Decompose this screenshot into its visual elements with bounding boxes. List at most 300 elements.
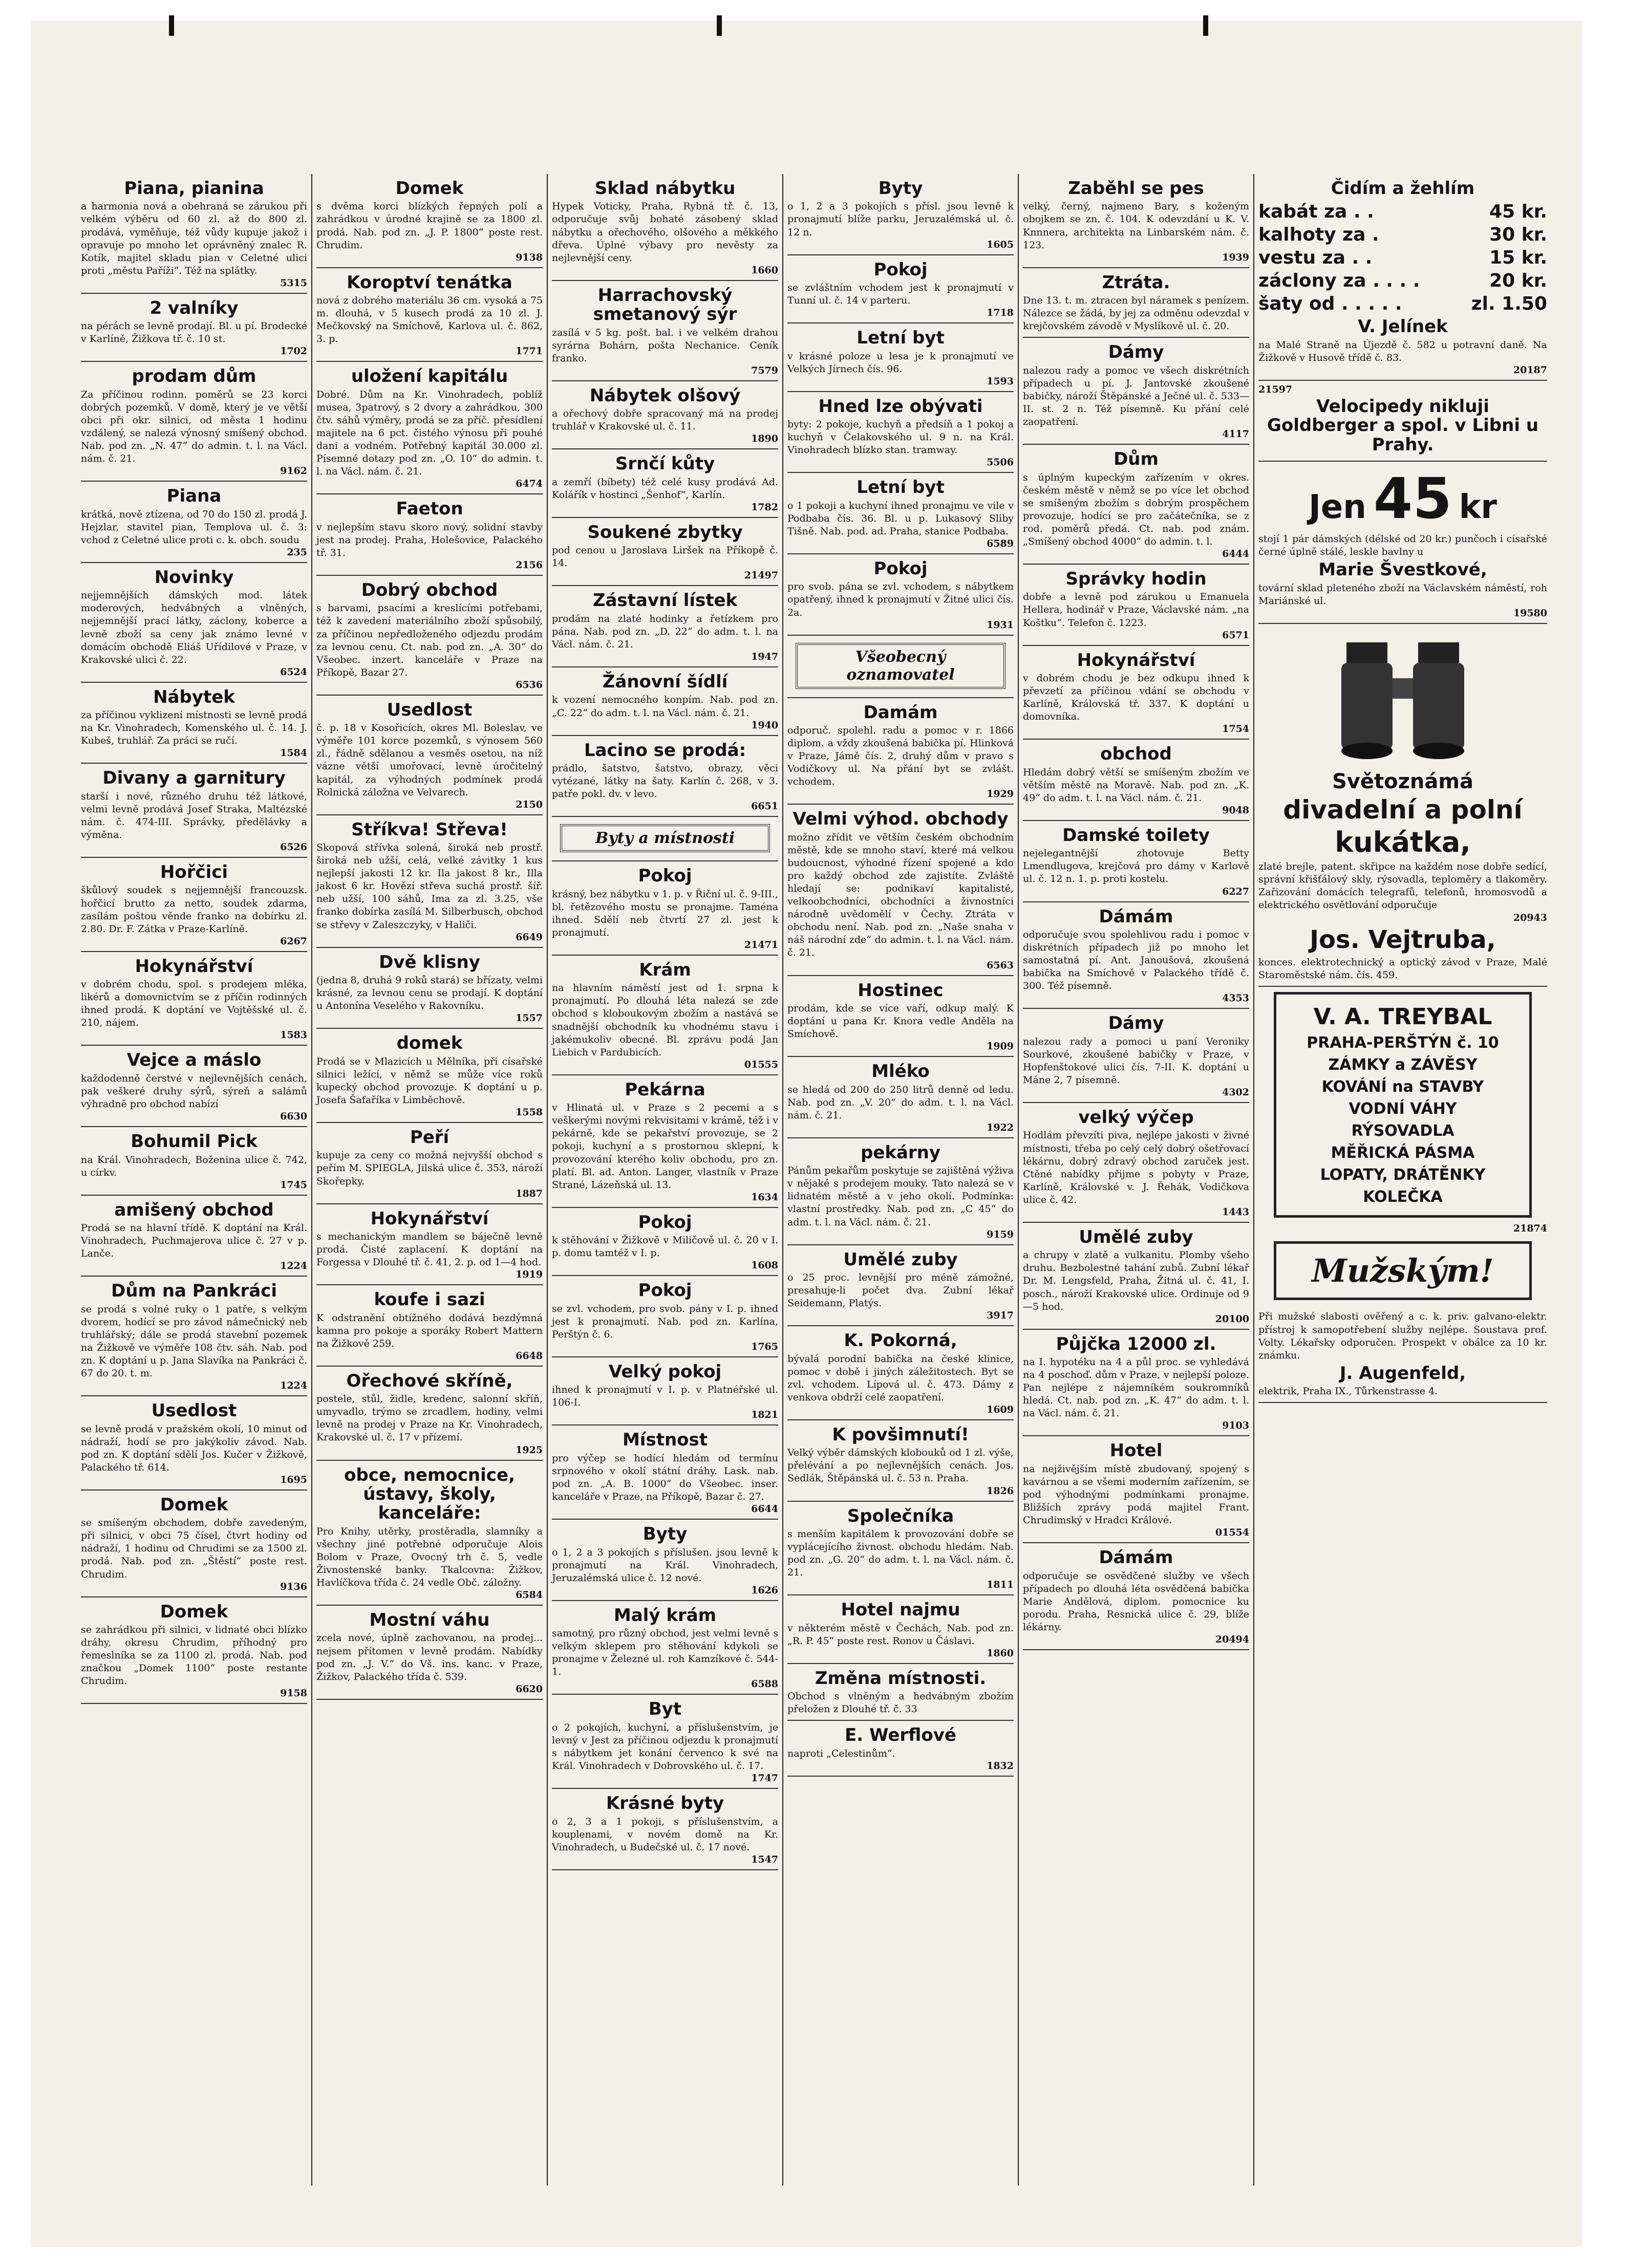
classified-ad [81,1277,307,1396]
ad-number: 1821 [751,1409,778,1421]
ad-headline: Krásné byty [606,1793,724,1814]
ad-headline: Umělé zuby [1079,1226,1193,1247]
ad-headline: Krám [639,959,691,980]
ad-number: 1782 [751,501,778,513]
ad-headline: Pokoj [873,259,928,280]
ad-headline: Hostinec [858,980,944,1001]
price-45: 45 [1373,466,1452,532]
column-1 [77,174,312,2186]
price-value: 30 kr. [1489,224,1547,246]
ad-headline: Mléko [871,1061,930,1082]
ad-headline: Piana, pianina [124,178,264,199]
ad-headline: uložení kapitálu [351,366,508,387]
ad-headline: Peří [410,1127,450,1148]
ad-headline: Stříkva! Střeva! [351,819,508,840]
classified-ad [552,1789,778,1870]
ad-headline: velký výčep [1078,1107,1194,1128]
ad-body: zcela nové, úplně zachovanou, na prodej... nejsem přítomen v levně prodám. Nabídky pod zn. „J. V.“ do Vš. ins. kanc. v Praze, Žižkov, Palackého třída č. 539. [316,1632,543,1682]
ad-body: starší i nové, různého druhu též látkové, velmi levně prodává Josef Straka, Maltézské nám. č. 474-III. Správky, předělávky a výměna. [81,790,307,840]
ad-headline: Usedlost [387,699,473,720]
classified-ad [787,473,1014,554]
ad-headline: prodam dům [132,366,256,387]
ad-body: s úplným kupeckým zařízením v okres. českém městě v němž se po více let obchod se smíšeným zbožím s dobrým prospěchem provozuje, hodící se pro začátečníka, se z rod. poměrů předá. Ct. nab. pod znám. „Smíšený obchod 4000“ do admin. t. l. [1023,471,1249,547]
ad-number: 3917 [987,1310,1014,1322]
svestkova-ad [1258,462,1547,624]
classified-ad [552,1357,778,1426]
classified-ad [552,817,778,861]
jen-45-kr-headline [1258,468,1547,530]
section-banner: Byty a místnosti [560,824,770,852]
ad-headline: Damám [863,702,938,723]
ad-number: 5315 [280,277,307,289]
ad-headline: Letní byt [857,328,945,349]
ad-headline: Bohumil Pick [131,1131,258,1152]
ad-headline: K povšimnutí! [832,1424,969,1445]
classified-ad [316,696,543,815]
classified-ad [552,586,778,667]
classified-ad [552,1601,778,1695]
ad-body: s mechanickým mandlem se báječně levně prodá. Čisté zaplacení. K doptání na Forgessa v Dlouhé tř. č. 41, 2. p. od 1—4 hod. [316,1230,543,1268]
ad-number: 21497 [744,570,778,581]
ad-headline: Soukené zbytky [587,522,743,543]
ad-number: 1860 [987,1647,1014,1659]
classified-ad [81,952,307,1046]
classified-ad [787,1138,1014,1245]
ad-body: o 2 pokojích, kuchyní, a příslušenstvím, je levný v Jest za příčinou odjezdu k pronajmutí s nábytkem jet konání červenco k své na Král. Vinohradech v Dobrovského ul. č. 17. [552,1721,778,1772]
ad-number: 6536 [516,679,543,690]
ad-body: Pánům pekařům poskytuje se zajištěná výživa v nějaké s prodejem mouky. Tato nalezá se v lidnatém městě a v jeho okolí. Podmínka: vlastní prostředky. Nab. pod zn. „C 45“ do adm. t. l. na Václ. nám. č. 21. [787,1165,1014,1228]
ad-number: 1832 [987,1760,1014,1772]
cidim-ad [1258,174,1547,381]
ad-number: 1626 [751,1584,778,1596]
ad-body: K odstranění obtížného dodává bezdýmná kamna pro pokoje a sporáky Robert Mattern na Žižkově 259. [316,1312,543,1349]
ad-headline: Společníka [847,1505,954,1526]
ad-number: 1584 [280,747,307,759]
ad-headline: Malý krám [613,1605,717,1626]
ad-body: Obchod s vlněným a hedvábným zbožím přeložen z Dlouhé tř. č. 33 [787,1691,1014,1715]
ad-body: bývalá porodní babička na české klinice, pomoc v době i jiných záležitostech. Byt se zvl. vchodem. Lípová ul. č. 473. Dámy z venkova obdrží celé zaopatření. [787,1353,1014,1403]
ad-headline: Pokoj [638,1280,692,1301]
ad-headline: obchod [1100,744,1172,765]
ad-number: 1765 [751,1341,778,1352]
velocipedy-title: Velocipedy nikluji Goldberger a spol. v Libni u Prahy. [1267,396,1539,455]
ad-body: odporučuje svou spolehlivou radu i pomoc v diskrétních případech již po mnoho let samostatná pí. Ant. Janoušová, zkoušená babička na Smíchově v Palackého třídě č. 300. Též písemně. [1023,928,1249,992]
ad-body: se zvláštním vchodem jest k pronajmutí v Tunní ul. č. 14 v parteru. [787,282,1014,307]
price-value: 45 kr. [1489,201,1547,223]
price-value: zl. 1.50 [1471,293,1547,315]
treybal-item: MĚŘICKÁ PÁSMA [1331,1144,1475,1162]
classified-ad [552,1425,778,1520]
ad-body: nejelegantnější zhotovuje Betty Lmendlugova, krejčová pro dámy v Karlově ul. č. 12 n. 1. p. proti kostelu. [1023,848,1249,885]
classified-ad [81,858,307,952]
ad-headline: Hořčici [160,862,228,883]
classified-ad [1023,174,1249,268]
scan-mark [1203,15,1208,36]
ad-body: o 1, 2 a 3 pokojích s přísl. jsou levně k pronajmutí blíže parku, Jeruzalémská ul. č. 12 n. [787,201,1014,238]
ad-body: možno zřídit ve větším českém obchodním městě, kde se mnoho staví, které má velkou budoucnost, výhodné řízení spojené a kdo pro každý obchod zde zajistíte. Zvláště hledají se: podnikaví kapitalisté, velkoobchodníci, obchodníci a živnostníci národně uvědomělí v Čechy. Ztráta v obchodu není. Nab. pod zn. „Naše snaha v náš národní zde“ do admin. t. l. na Václ. nám. č. 21. [787,831,1014,959]
ad-number: 6444 [1222,548,1249,559]
ad-number: 9103 [1222,1420,1249,1432]
ad-headline: Vejce a máslo [126,1050,262,1071]
ad-number: 9136 [280,1581,307,1592]
scan-mark [169,15,174,36]
classified-ad [316,362,543,494]
ad-number: 20100 [1215,1313,1249,1325]
classified-ad [552,667,778,736]
classified-ad [316,1461,543,1606]
classified-ad [552,381,778,450]
ad-number: 235 [287,546,307,558]
ad-body: naproti „Celestinům“. [787,1747,895,1759]
ad-number: 1931 [987,619,1014,631]
classified-ad [1023,565,1249,646]
ad-number: 1634 [751,1191,778,1203]
ad-number: 1608 [751,1260,778,1271]
classified-ad [1023,902,1249,1009]
advertisement-columns [77,174,1551,2186]
treybal-item: KOLEČKA [1363,1188,1443,1206]
ad-headline: Dům na Pankráci [111,1281,277,1302]
classified-ad [787,554,1014,636]
ad-body: a ořechový dobře spracovaný má na prodej truhlář v Krakovské ul. č. 11. [552,408,778,433]
classified-ad [316,1123,543,1204]
classified-ad [81,174,307,294]
ad-number: 1826 [987,1485,1014,1497]
ad-body: č. p. 18 v Kosořicích, okres Ml. Boleslav, ve výměře 101 korce pozemků, s výnosem 560 zl., řádně sdělanou a vesměs osetou, na níž vázne větší umořovací, levně úročitelný kapitál, za výhodných podmínek prodá Rolnická záložna ve Velvarech. [316,722,543,798]
ad-headline: Zástavní lístek [592,590,738,611]
ad-headline: K. Pokorná, [844,1330,957,1351]
ad-headline: obce, nemocnice, ústavy, školy, kanceláře: [344,1464,515,1524]
ad-number: 1887 [516,1187,543,1199]
classified-ad [316,494,543,576]
ad-number: 1593 [987,375,1014,387]
ad-number: 4117 [1222,428,1249,440]
svestkova-number: 19580 [1513,607,1547,619]
velocipedy-number: 21597 [1258,383,1293,395]
ad-body: byty: 2 pokoje, kuchyň a předsíň a 1 pokoj a kuchyň v Čelakovského ul. 9 n. na Král. Vinohradech blízko stan. tramway. [787,419,1014,456]
ad-body: nalezou rady a pomoci u paní Veroniky Sourkové, zkoušené babičky v Praze, v Hopfenštokové ulici čís. 7-II. K. doptání u Máne 2, 7 písemně. [1023,1035,1249,1086]
treybal-item: RÝSOVADLA [1351,1122,1454,1140]
ad-headline: Pokoj [873,558,928,579]
price-row [1258,246,1547,269]
ad-headline: Místnost [622,1430,708,1451]
ad-headline: Dámám [1099,1547,1173,1568]
ad-body: prodám, kde se více vaří, odkup malý. K doptání u pana Kr. Knora vedle Anděla na Smíchově. [787,1002,1014,1040]
classified-ad [552,518,778,587]
kukatka-name: Jos. Vejtruba, [1310,925,1496,954]
price-row [1258,223,1547,246]
ad-number: 1224 [280,1260,307,1272]
classified-ad [787,1595,1014,1664]
ad-headline: koufe i sazi [374,1289,485,1310]
ad-headline: Letní byt [857,477,945,498]
kr-word: kr [1459,488,1497,527]
ad-headline: Koroptví tenátka [347,272,512,293]
treybal-item: KOVÁNÍ na STAVBY [1321,1078,1484,1096]
ad-body: ihned k pronajmutí v I. p. v Platnéřské ul. 106-I. [552,1384,778,1409]
ad-headline: Hokynářství [1077,650,1195,671]
ad-body: se hledá od 200 do 250 litrů denně od ledu. Nab. pod zn. „V. 20“ do adm. t. l. na Václ. nám. č. 21. [787,1084,1014,1121]
ad-body: o 1, 2 a 3 pokojích s příslušen. jsou levně k pronajmutí na Král. Vinohradech, Jeruzalémská ulice č. 12 nové. [552,1546,778,1584]
ad-body: samotný, pro různý obchod, jest velmi levně s velkým sklepem pro stěhování kdykoli se pronajme v Železné ul. roh Kamzíkové č. 544-1. [552,1628,778,1678]
ad-body: nová z dobrého materiálu 36 cm. vysoká a 75 m. dlouhá, v 5 kusech prodá za 10 zl. J. Mečkovský na Smíchově, Karlova ul. č. 862, 3. p. [316,295,543,345]
svestkova-body: stojí 1 pár dámských (délské od 20 kr.) punčoch i císařské černé úplně stálé, leskle bavlny u [1258,533,1547,558]
ad-body: na I. hypotéku na 4 a půl proc. se vyhledává na 4 poschoď. dům v Praze, v nejlepší poloze. Pan nejlépe z nájemníkém soukromníků hledá. Ct. nab. pod zn. „K. 47“ do adm. t. l. na Václ. nám. č. 21. [1023,1356,1249,1419]
ad-body: v Hlinatá ul. v Praze s 2 pecemi a s veškerými novými rekvisitami v krámě, též i v pekárně, kde se pekařství provozuje, se 2 pokoji, kuchyní a s prostornou sklepní, k provozování kterého koliv obchodu, pro zn. platí. Bl. ad. Anton. Langer, vlastník v Praze Strané, Lázeňská ul. 13. [552,1102,778,1191]
ad-number: 1443 [1222,1206,1249,1218]
classified-ad [316,1285,543,1367]
ad-headline: Harrachovský smetanový sýr [593,285,737,325]
ad-headline: Damské toilety [1062,825,1210,846]
ad-body: Velký výběr dámských klobouků od 1 zl. výše, přelévání a po nejlevnějších cenách. Jos. Sedlák, Štěpánská ul. č. 53 n. Praha. [787,1447,1014,1484]
ad-number: 6630 [280,1111,307,1122]
column-5 [1019,174,1254,2186]
price-item: vestu za . . [1258,247,1373,269]
ad-number: 1890 [751,433,778,445]
classified-ad [1023,1543,1249,1650]
ad-headline: Lacino se prodá: [584,740,746,761]
classified-ad [787,255,1014,324]
classified-ad [81,1396,307,1491]
ad-headline: Nábytek [153,686,235,707]
ad-headline: Dámám [1099,906,1173,927]
ad-number: 9138 [516,251,543,263]
classified-ad [1023,1330,1249,1437]
price-row [1258,269,1547,292]
ad-number: 9159 [987,1228,1014,1240]
ad-body: se prodá s volné ruky o 1 patře, s velkým dvorem, hodící se pro závod námečnický neb truhlářský; dále se prodá stavební pozemek na Žižkově ve výměře 108 čtv. sáh. Nab. pod zn. K doptání u p. Jana Slavíka na Pankráci č. 67 do 20. t. m. [81,1303,307,1379]
cidim-title: Čidím a žehlím [1331,178,1475,199]
classified-ad [1023,1009,1249,1103]
ad-number: 01554 [1215,1527,1249,1539]
classified-ad [552,1520,778,1601]
classified-ad [552,449,778,518]
kukatka-line-2: divadelní a polní [1283,794,1523,825]
ad-body: prodám na zlaté hodinky a řetízkem pro pána. Nab. pod zn. „D. 22“ do adm. t. l. na Václ. nám. č. 21. [552,613,778,650]
ad-body: krásný, bez nábytku v 1. p. v Řiční ul. č. 9-III., bl. řetězového mostu se pronajme. Taména ihned. Sdělí neb čtvrtí 27 zl. jest k pronajmutí. [552,888,778,938]
classified-ad [81,482,307,563]
classified-ad [316,576,543,696]
cidim-body: na Malé Straně na Újezdě č. 582 u potravní daně. Na Žižkově v Husově třídě č. 83. [1258,339,1547,363]
ad-number: 6474 [516,478,543,490]
ad-body: nalezou rady a pomoc ve všech diskrétních případech u pí. J. Jantovské zkoušené babičky, nároží Štěpánské a Ječné ul. č. 533—II. st. 2 n. Též písemně. Ku přání celé zaopatření. [1023,364,1249,428]
classified-ad [552,861,778,956]
ad-headline: Piana [166,486,222,507]
classified-ad [787,1664,1014,1721]
ad-body: o 2, 3 a 1 pokoji, s příslušenstvím, a kouplenami, v novém domě na Kr. Vinohradech, u Budečské ul. č. 17 nové. [552,1816,778,1853]
classified-ad [81,294,307,362]
ad-body: Za příčinou rodinn. poměrů se 23 korci dobrých pozemků. V domě, který je ve větší obci při okr. silnici, od města 1 hodinu vzdálený, se nalezá výnosný smíšený obchod. Nab. pod zn. „N. 47“ do admin. t. l. na Václ. nám. č. 21. [81,388,307,465]
ad-body: s dvěma korci blízkých řepných polí a zahrádkou v úrodné krajině se za 1800 zl. prodá. Nab. pod zn. „J. P. 1800“ poste rest. Chrudim. [316,201,543,251]
ad-body: škůlový soudek s nejjemnější francouzsk. hořčicí brutto za netto, soudek zdarma, zasílám poštou věnde franko na dobírku zl. 2.80. Dr. F. Zátka v Praze-Karlíně. [81,884,307,935]
ad-body: Dobré. Dům na Kr. Vinohradech, poblíž musea, 3patrový, s 2 dvory a zahrádkou, 300 čtv. sáhů výměry, prodá se za příč. přesídlení majitele na 6 pct. čistého výnosu při pouhé dani a vodném. Potřebný kapitál 30.000 zl. Písemné dotazy pod zn. „O. 10“ do admin. t. l. na Václ. nám. č. 21. [316,388,543,478]
classified-ad [1023,1223,1249,1330]
ad-body: krátká, nově ztízena, od 70 do 150 zl. prodá J. Hejzlar, stavitel pian, Templova ul. č. 3: vchod z Celetné ulice proti c. k. obch. soudu [81,508,307,546]
ad-headline: Faeton [396,499,463,520]
ad-number: 6571 [1222,629,1249,641]
classified-ad [1023,646,1249,740]
ad-body: pro výčep se hodící hledám od termínu srpnového v okolí státní dráhy. Lask. nab. pod zn. „A. B. 1000“ do Všeobec. inser. kanceláře v Praze, na Příkopě, Bazar č. 27. [552,1452,778,1503]
ad-body: Skopová střívka solená, široká neb prostř. široká neb užší, celá, velké závitky 1 kus nejlepší jakosti 12 kr. Ila jakost 8 kr., Illa jakost 6 kr. Hovězí střeva suchá prostř. šíř. neb užší, 100 sáhů, Ima za zl. 3.25, vše franko dobírka zasílá M. Silberbusch, obchod se střevy v Zaleszczyky, v Haliči. [316,842,543,931]
ad-headline: domek [396,1033,463,1054]
treybal-address: PRAHA-PERŠTÝN č. 10 [1307,1034,1499,1052]
kukatka-tail: konces. elektrotechnický a optický závod v Praze, Malé Staroměstské nám. čís. 459. [1258,957,1547,981]
classified-ad [787,1502,1014,1596]
ad-number: 6620 [516,1683,543,1695]
ad-number: 1547 [751,1853,778,1865]
ad-number: 6589 [987,537,1014,549]
ad-body: kupuje za ceny co možná nejvyšší obchod s peřím M. SPIEGLA, Jilská ulice č. 353, nároží Skořepky. [316,1150,543,1187]
ad-body: na nejživějším místě zbudovaný, spojený s kavárnou a se všemi moderním zařízením, se pod výhodnými podmínkami pronajme. Bližších zprávy podá majitel Frant. Chrudimský v Hradci Králové. [1023,1463,1249,1526]
ad-number: 1909 [987,1041,1014,1052]
kukatka-ad [1258,624,1547,987]
classified-ad [1023,1103,1249,1223]
classified-ad [1023,1436,1249,1543]
classified-ad [81,1127,307,1196]
classified-ad [787,392,1014,473]
muzskym-name: J. Augenfeld, [1339,1363,1466,1384]
classified-ad [787,1057,1014,1138]
ad-headline: Byty [643,1524,688,1545]
ad-number: 1939 [1222,251,1249,263]
ad-body: v nejlepším stavu skoro nový, solidní stavby jest na prodej. Praha, Holešovice, Palackého tř. 31. [316,521,543,558]
ad-body: na hlavním náměstí jest od 1. srpna k pronajmutí. Po dlouhá léta nalezá se zde obchod s kloboukovým zbožím a nastává se snadnější obchodník ku vhodnému stavu i jakémukoliv obecné. Bl. zprávu podá Jan Liebich v Pardubicích. [552,982,778,1058]
ad-headline: pekárny [860,1142,941,1163]
ad-body: a zemří (bíbety) též celé kusy prodává Ad. Kolářík v hostinci „Šenhof“, Karlín. [552,476,778,501]
ad-headline: Změna místnosti. [815,1668,987,1689]
price-value: 20 kr. [1489,270,1547,292]
ad-number: 9162 [280,465,307,477]
treybal-items [1281,1056,1524,1206]
muzskym-body: Při mužské slabosti ověřený a c. k. priv. galvano-elektr. přístroj k samopotřebení služby nejlépe. Soustava prof. Volty. Lékařsky odporučen. Prospekt v obálce za 10 kr. známku. [1258,1311,1547,1361]
ad-headline: Ztráta. [1102,272,1170,293]
ad-number: 1922 [987,1121,1014,1133]
classified-ad [787,1721,1014,1776]
classified-ad [552,1208,778,1277]
ad-headline: Správky hodin [1065,568,1207,589]
ad-body: se smíšeným obchodem, dobře zavedeným, při silnici, v obci 75 čísel, čtvrt hodiny od nádraží, 1 hodinu od Chrudimi se za 1500 zl. prodá. Nab. pod zn. „Štěstí“ poste rest. Chrudim. [81,1517,307,1580]
ad-number: 9048 [1222,804,1249,816]
price-item: šaty od . . . . . [1258,293,1402,315]
ad-headline: amišený obchod [114,1199,274,1220]
muzskym-ad [1258,1307,1547,1403]
ad-number: 6563 [987,959,1014,971]
ad-body: k stěhování v Žižkově v Miličově ul. č. 20 v I. p. domu tamtéž v I. p. [552,1235,778,1259]
ad-headline: E. Werflové [845,1725,956,1746]
kukatka-line-3: kukátka, [1335,826,1471,858]
classified-ad [1023,445,1249,565]
ad-headline: Usedlost [151,1400,237,1421]
ad-body: Hodlám převzíti piva, nejlépe jakosti v živné místnosti, třeba po celý celý dobrý ošetřovací lékárnu, dobrý zdravý obchod zaruček jest. Ctěné nabídky přijme s pobyty v Praze, Karlíně, Královské v. J. Řehák, Vodičkova ulice č. 42. [1023,1130,1249,1205]
ad-body: se zvl. vchodem, pro svob. pány v I. p. ihned jest k pronajmutí. Nab. pod zn. Karlína, Perštýn č. 6. [552,1303,778,1340]
ad-number: 5506 [987,457,1014,468]
classified-ad [787,174,1014,255]
ad-body: o 1 pokoji a kuchyní ihned pronajmu ve vile v Podbaba čís. 36. Bl. u p. Lukasový Sliby Tišně. Nab. pod. ad. Praha, stanice Podbaba. [787,500,1014,537]
ad-number: 1940 [751,719,778,731]
ad-number: 1557 [516,1012,543,1024]
ad-number: 1919 [516,1269,543,1281]
classified-ad [316,268,543,362]
ad-headline: Nábytek olšový [589,385,741,406]
ad-number: 6267 [280,935,307,947]
ad-number: 2150 [516,798,543,810]
ad-number: 9158 [280,1688,307,1699]
classified-ad [316,1367,543,1461]
ad-headline: Dvě klisny [379,952,480,973]
ad-body: Hledám dobrý větší se smíšeným zbožím ve větším městě na Moravě. Nab. pod zn. „K. 49“ do adm. t. l. na Václ. nám. č. 21. [1023,766,1249,804]
ad-headline: Hned lze obývati [818,396,983,417]
ad-headline: Byt [648,1699,682,1720]
classified-ad [316,948,543,1029]
ad-body: Prodá se v Mlazicích u Mělníka, při císařské silnici ležící, v němž se může více roků kupecký obchod provozuje. K doptání u p. Josefa Šafaříka v Limběchově. [316,1055,543,1106]
svestkova-tail: tovární sklad pleteného zboží na Václavském náměstí, roh Mariánské ul. [1258,582,1547,607]
ad-body: se levně prodá v pražském okolí, 10 minut od nádraží, hodí se pro jakýkoliv závod. Nab. pod zn. K doptání sdělí Jos. Kučer v Žižkově, Palackého tř. 614. [81,1423,307,1473]
ad-body: o 25 proc. levnější pro méně zámožné, presahuje-li počet dva. Zubní lékař Seidemann, Platýs. [787,1271,1014,1309]
ad-number: 6588 [751,1678,778,1690]
ad-body: s menším kapitálem k provozování dobře se vyplácejícího živnost. obchodu hledám. Nab. pod zn. „G. 20“ do adm. t. l. na Václ. nám. č. 21. [787,1528,1014,1579]
ad-number: 01555 [744,1059,778,1070]
classified-ad [552,1276,778,1357]
ad-body: každodenně čerstvé v nejlevnějších cenách, pak veškeré druhy sýrů, sýreň a salámů výhradně pro obchod nabízí [81,1072,307,1110]
ad-body: prádlo, šatstvo, šatstvo, obrazy, věci vytézané, látky na šaty. Karlín č. 268, v 3. patře pokl. dv. v levo. [552,763,778,800]
ad-headline: Hokynářství [370,1208,489,1229]
classified-ad [787,1420,1014,1502]
classified-ad [787,976,1014,1057]
kukatka-body: zlaté brejle, patent. skřipce na každém nose dobře sedící, správní křišťálový skly, rýsovadla, teploměry a tlakoměry. Zařizování domácích telegrafů, telefonů, hromosvodů a elektrického osvětlování odporučuje [1258,861,1547,911]
ad-number: 6649 [516,931,543,943]
classified-ad [1023,338,1249,445]
column-3 [548,174,783,2186]
ad-body: za příčinou vyklizení místnosti se levně prodá na Kr. Vinohradech, Komenského ul. č. 14. J. Kubeš, truhlář. Za práci se ručí. [81,709,307,747]
classified-ad [81,563,307,683]
ad-number: 20494 [1215,1634,1249,1646]
classified-ad [1023,821,1249,902]
ad-number: 1929 [987,788,1014,800]
ad-number: 1583 [280,1029,307,1041]
classified-ad [552,174,778,281]
classified-ad [787,636,1014,698]
classified-ad [316,815,543,948]
scan-mark [717,15,722,36]
classified-ad [787,1245,1014,1327]
ad-headline: Pokoj [638,1212,692,1233]
column-6-display-ads [1254,174,1551,2186]
ad-number: 1718 [987,307,1014,319]
ad-body: s barvami, psacími a kreslícími potřebami, též k zavedení materiálního zboží spůsobilý, za příčinou nepředloženého odjezdu prodám za levnou cenu. Ct. nab. pod zn. „A. 30“ do Všeobec. inzert. kanceláře v Praze na Příkopě, Bazar 27. [316,602,543,678]
treybal-number: 21874 [1513,1223,1547,1235]
velocipedy-ad [1258,381,1547,462]
ad-body: velký, černý, najmeno Bary, s koženým obojkem se zn. č. 104. K odevzdání u K. V. Knnnera, architekta na Linbarském nám. č. 123. [1023,201,1249,251]
ad-number: 6644 [751,1503,778,1515]
ad-body: v dobrém chodu, spol. s prodejem mléka, likérů a domovnictvím se z příčin rodinných ihned prodá. K doptání ve Vojtěšské ul. č. 210, nájem. [81,979,307,1029]
column-2 [312,174,548,2186]
ad-body: na Král. Vinohradech, Boženina ulice č. 742, u církv. [81,1154,307,1178]
kukatka-line-1: Světoznámá [1332,769,1474,793]
classified-ad [81,1046,307,1127]
svestkova-name: Marie Švestkové, [1318,559,1487,580]
ad-headline: Srnčí kůty [615,453,715,474]
ad-number: 1754 [1222,723,1249,735]
ad-body: Prodá se na hlavní třídě. K doptání na Král. Vinohradech, Puchmajerova ulice č. 27 v p. Lanče. [81,1222,307,1260]
ad-number: 1925 [516,1444,543,1456]
ad-headline: Mostní váhu [369,1610,490,1631]
ad-number: 6524 [280,666,307,678]
classified-ad [81,1597,307,1704]
ad-headline: Dobrý obchod [361,579,498,600]
ad-headline: Ořechové skříně, [346,1370,513,1391]
ad-number: 6227 [1222,885,1249,897]
ad-body: odporuč. spolehl. radu a pomoc v r. 1866 diplom. a vždy zkoušená babička pí. Hlinková v Praze, Jámě čís. 2, druhý dům v pravo s Vodičkovy ul. Na přání byt se zvlášt. vchodem. [787,724,1014,788]
